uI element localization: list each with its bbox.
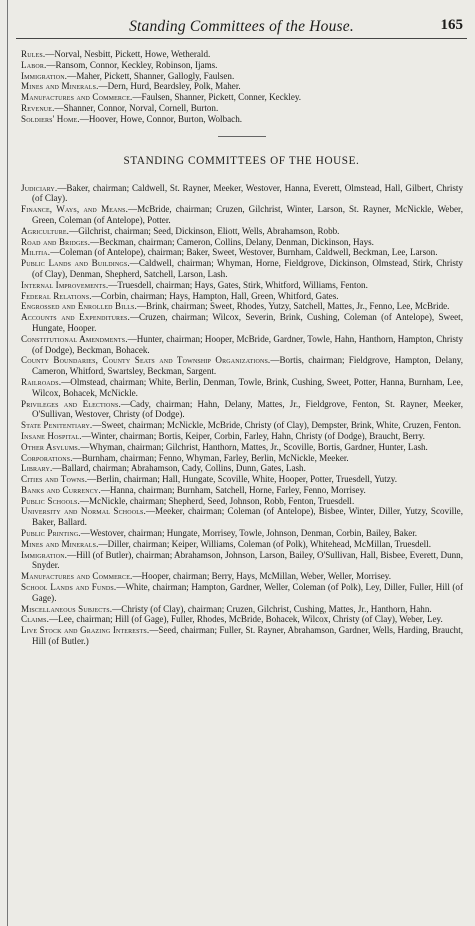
committee-name: Engrossed and Enrolled Bills. — [21, 301, 137, 312]
committee-members: —Shanner, Connor, Norval, Cornell, Burton. — [54, 102, 219, 113]
committee-members: —White, chairman; Hampton, Gardner, Weller, Coleman (of Polk), Ley, Diller, Fuller, Hill (of Gage). — [32, 582, 463, 603]
committee-entry — [21, 247, 463, 258]
committee-entry — [21, 506, 463, 528]
committee-name: Agriculture. — [21, 225, 70, 236]
committee-entry — [21, 571, 463, 582]
committee-name: Rules. — [21, 49, 46, 59]
committee-members: —Meeker, chairman; Coleman (of Antelope), Bisbee, Winter, Diller, Yutzy, Scoville, Baker, Ballard. — [32, 506, 463, 528]
committee-name: Live Stock and Grazing Interests. — [21, 625, 150, 636]
committee-name: Banks and Currency. — [21, 484, 101, 495]
house-committees-list — [16, 183, 467, 647]
committee-name: Other Asylums. — [21, 441, 81, 452]
committee-members: —Caldwell, chairman; Whyman, Horne, Fieldgrove, Dickinson, Olmstead, Stirk, Christy (of Clay), Denman, Shepherd, Satchell, Larson, Lash. — [32, 258, 463, 279]
committee-members: —Hooper, chairman; Berry, Hays, McMillan, Weber, Weller, Morrisey. — [132, 571, 391, 582]
committee-entry — [21, 442, 463, 453]
committee-entry — [21, 49, 463, 60]
committee-name: Internal Improvements. — [21, 279, 109, 290]
committee-name: School Lands and Funds. — [21, 582, 117, 593]
committee-entry — [21, 528, 463, 539]
committee-members: —Gilchrist, chairman; Seed, Dickinson, Eliott, Wells, Abrahamson, Robb. — [69, 225, 340, 236]
committee-entry — [21, 431, 463, 442]
committee-members: —Whyman, chairman; Gilchrist, Hanthorn, Mattes, Jr., Scoville, Bortis, Gardner, Hunter, Lash. — [80, 441, 428, 452]
running-header — [16, 0, 467, 39]
running-title: Standing Committees of the House. — [129, 18, 354, 35]
committee-entry — [21, 463, 463, 474]
committee-entry — [21, 103, 463, 114]
committee-entry — [21, 539, 463, 550]
committee-entry — [21, 312, 463, 334]
committee-members: —Ransom, Connor, Keckley, Robinson, Ijams. — [46, 59, 218, 70]
committee-name: Constitutional Amendments. — [21, 333, 128, 344]
committee-entry — [21, 291, 463, 302]
committee-members: —Beckman, chairman; Cameron, Collins, Delany, Denman, Dickinson, Hays. — [90, 236, 374, 247]
committee-name: Manufactures and Commerce. — [21, 571, 133, 582]
committee-name: Insane Hospital. — [21, 430, 82, 441]
committee-members: —Norval, Nesbitt, Pickett, Howe, Wetherald. — [45, 49, 211, 59]
committee-members: —Burnham, chairman; Fenno, Whyman, Farley, Berlin, McNickle, Meeker. — [72, 452, 349, 463]
committee-name: Public Printing. — [21, 528, 81, 539]
committee-members: —Hill (of Butler), chairman; Abrahamson, Johnson, Larson, Bailey, O'Sullivan, Hall, Bisbee, Everett, Dunn, Snyder. — [32, 549, 463, 571]
page-number: 165 — [440, 17, 463, 33]
section-divider — [218, 136, 266, 137]
committee-name: Labor. — [21, 59, 47, 70]
committee-members: —Baker, chairman; Caldwell, St. Rayner, Meeker, Westover, Hanna, Everett, Olmstead, Hall, Gilbert, Christy (of Clay). — [32, 182, 463, 204]
committee-name: Road and Bridges. — [21, 236, 91, 247]
section-heading: STANDING COMMITTEES OF THE HOUSE. — [123, 154, 360, 167]
committee-members: —Winter, chairman; Bortis, Keiper, Corbin, Farley, Hahn, Christy (of Dodge), Braucht, Berry. — [81, 430, 425, 441]
committee-entry — [21, 550, 463, 572]
committee-members: —Hoover, Howe, Connor, Burton, Wolbach. — [79, 113, 243, 124]
committee-members: —McNickle, chairman; Shepherd, Seed, Johnson, Robb, Fenton, Truesdell. — [79, 495, 355, 506]
committee-name: Public Schools. — [21, 495, 80, 506]
committee-members: —Cady, chairman; Hahn, Delany, Mattes, Jr., Fieldgrove, Fenton, St. Rayner, Meeker, O'Sullivan, Westover, Christy (of Dodge). — [32, 398, 463, 420]
committee-members: —Olmstead, chairman; White, Berlin, Denman, Towle, Brink, Cushing, Sweet, Potter, Hanna, Burnham, Lee, Wilcox, Bohacek, McNickle. — [32, 376, 463, 398]
committee-members: —Berlin, chairman; Hall, Hungate, Scoville, White, Hooper, Potter, Truesdell, Yutzy. — [87, 474, 397, 485]
committee-entry — [21, 237, 463, 248]
committee-entry — [21, 114, 463, 125]
committee-entry — [21, 377, 463, 399]
committee-name: Mines and Minerals. — [21, 538, 99, 549]
committee-members: —Seed, chairman; Fuller, St. Rayner, Abrahamson, Gardner, Wells, Harding, Braucht, Hill (of Butler.) — [32, 625, 464, 647]
committee-members: —Coleman (of Antelope), chairman; Baker, Sweet, Westover, Burnham, Caldwell, Beckman, Lee, Larson. — [50, 247, 438, 258]
committee-name: Mines and Minerals. — [21, 81, 99, 92]
committee-name: Miscellaneous Subjects. — [21, 603, 113, 614]
senate-committees-list — [16, 49, 467, 125]
committee-entry — [21, 582, 463, 604]
committee-entry — [21, 301, 463, 312]
committee-members: —Dern, Hurd, Beardsley, Polk, Maher. — [98, 81, 241, 92]
committee-members: —Westover, chairman; Hungate, Morrisey, Towle, Johnson, Denman, Corbin, Bailey, Baker. — [80, 528, 418, 539]
committee-entry — [21, 334, 463, 356]
committee-entry — [21, 453, 463, 464]
committee-entry — [21, 280, 463, 291]
committee-members: —Corbin, chairman; Hays, Hampton, Hall, Green, Whitford, Gates. — [91, 290, 339, 301]
committee-name: Railroads. — [21, 376, 62, 387]
committee-members: —Diller, chairman; Keiper, Williams, Coleman (of Polk), Whitehead, McMillan, Truesdell. — [98, 538, 431, 549]
committee-name: Accounts and Expenditures. — [21, 312, 130, 323]
committee-entry — [21, 614, 463, 625]
committee-name: Library. — [21, 463, 53, 474]
committee-name: University and Normal Schools. — [21, 506, 146, 517]
committee-entry — [21, 226, 463, 237]
committee-entry — [21, 355, 463, 377]
committee-entry — [21, 258, 463, 280]
committee-name: Militia. — [21, 247, 51, 258]
committee-members: —Bortis, chairman; Fieldgrove, Hampton, Delany, Cameron, Whitford, Swartsley, Beckman, Sargent. — [32, 355, 463, 377]
committee-name: Manufactures and Commerce. — [21, 92, 133, 103]
committee-name: Federal Relations. — [21, 290, 92, 301]
committee-name: Judiciary. — [21, 182, 58, 193]
committee-entry — [21, 81, 463, 92]
committee-name: Claims. — [21, 614, 50, 625]
committee-name: County Boundaries, County Seats and Township Organizations. — [21, 355, 271, 366]
committee-entry — [21, 92, 463, 103]
committee-entry — [21, 420, 463, 431]
committee-name: State Penitentiary. — [21, 420, 93, 431]
committee-name: Immigration. — [21, 70, 68, 81]
committee-name: Cities and Towns. — [21, 474, 88, 485]
committee-name: Finance, Ways, and Means. — [21, 204, 128, 215]
committee-entry — [21, 604, 463, 615]
committee-members: —Brink, chairman; Sweet, Rhodes, Yutzy, Satchell, Mattes, Jr., Fenno, Lee, McBride. — [136, 301, 450, 312]
committee-members: —McBride, chairman; Cruzen, Gilchrist, Winter, Larson, St. Rayner, McNickle, Weber, Green, Coleman (of Antelope), Potter. — [32, 204, 463, 225]
committee-entry — [21, 183, 463, 205]
committee-entry — [21, 496, 463, 507]
committee-members: —Cruzen, chairman; Wilcox, Severin, Brink, Cushing, Coleman (of Antelope), Sweet, Hungate, Hooper. — [32, 312, 463, 333]
committee-name: Privileges and Elections. — [21, 398, 121, 409]
left-rule — [7, 0, 8, 926]
committee-name: Public Lands and Buildings. — [21, 258, 130, 269]
committee-members: —Faulsen, Shanner, Pickett, Conner, Keckley. — [132, 92, 302, 103]
committee-entry — [21, 474, 463, 485]
committee-entry — [21, 71, 463, 82]
committee-name: Immigration. — [21, 549, 68, 560]
committee-name: Soldiers' Home. — [21, 113, 80, 124]
committee-entry — [21, 399, 463, 421]
committee-members: —Hunter, chairman; Hooper, McBride, Gardner, Towle, Hahn, Hanthorn, Hampton, Christy (of Dodge), Beckman, Bohacek. — [32, 333, 463, 355]
committee-entry — [21, 485, 463, 496]
committee-members: —Lee, chairman; Hill (of Gage), Fuller, Rhodes, McBride, Bohacek, Wilcox, Christy (of Clay), Weber, Ley. — [49, 614, 443, 625]
committee-name: Revenue. — [21, 102, 55, 113]
committee-members: —Sweet, chairman; McNickle, McBride, Christy (of Clay), Dempster, Brink, White, Cruzen, Fenton. — [92, 420, 462, 431]
committee-entry — [21, 204, 463, 226]
committee-members: —Maher, Pickett, Shanner, Gallogly, Faulsen. — [67, 70, 235, 81]
committee-members: —Ballard, chairman; Abrahamson, Cady, Collins, Dunn, Gates, Lash. — [52, 463, 306, 474]
committee-entry — [21, 625, 463, 647]
committee-members: —Christy (of Clay), chairman; Cruzen, Gilchrist, Cushing, Mattes, Jr., Hanthorn, Hahn. — [112, 603, 432, 614]
committee-entry — [21, 60, 463, 71]
committee-members: —Truesdell, chairman; Hays, Gates, Stirk, Whitford, Williams, Fenton. — [108, 279, 368, 290]
committee-name: Corporations. — [21, 452, 73, 463]
committee-members: —Hanna, chairman; Burnham, Satchell, Horne, Farley, Fenno, Morrisey. — [100, 484, 366, 495]
